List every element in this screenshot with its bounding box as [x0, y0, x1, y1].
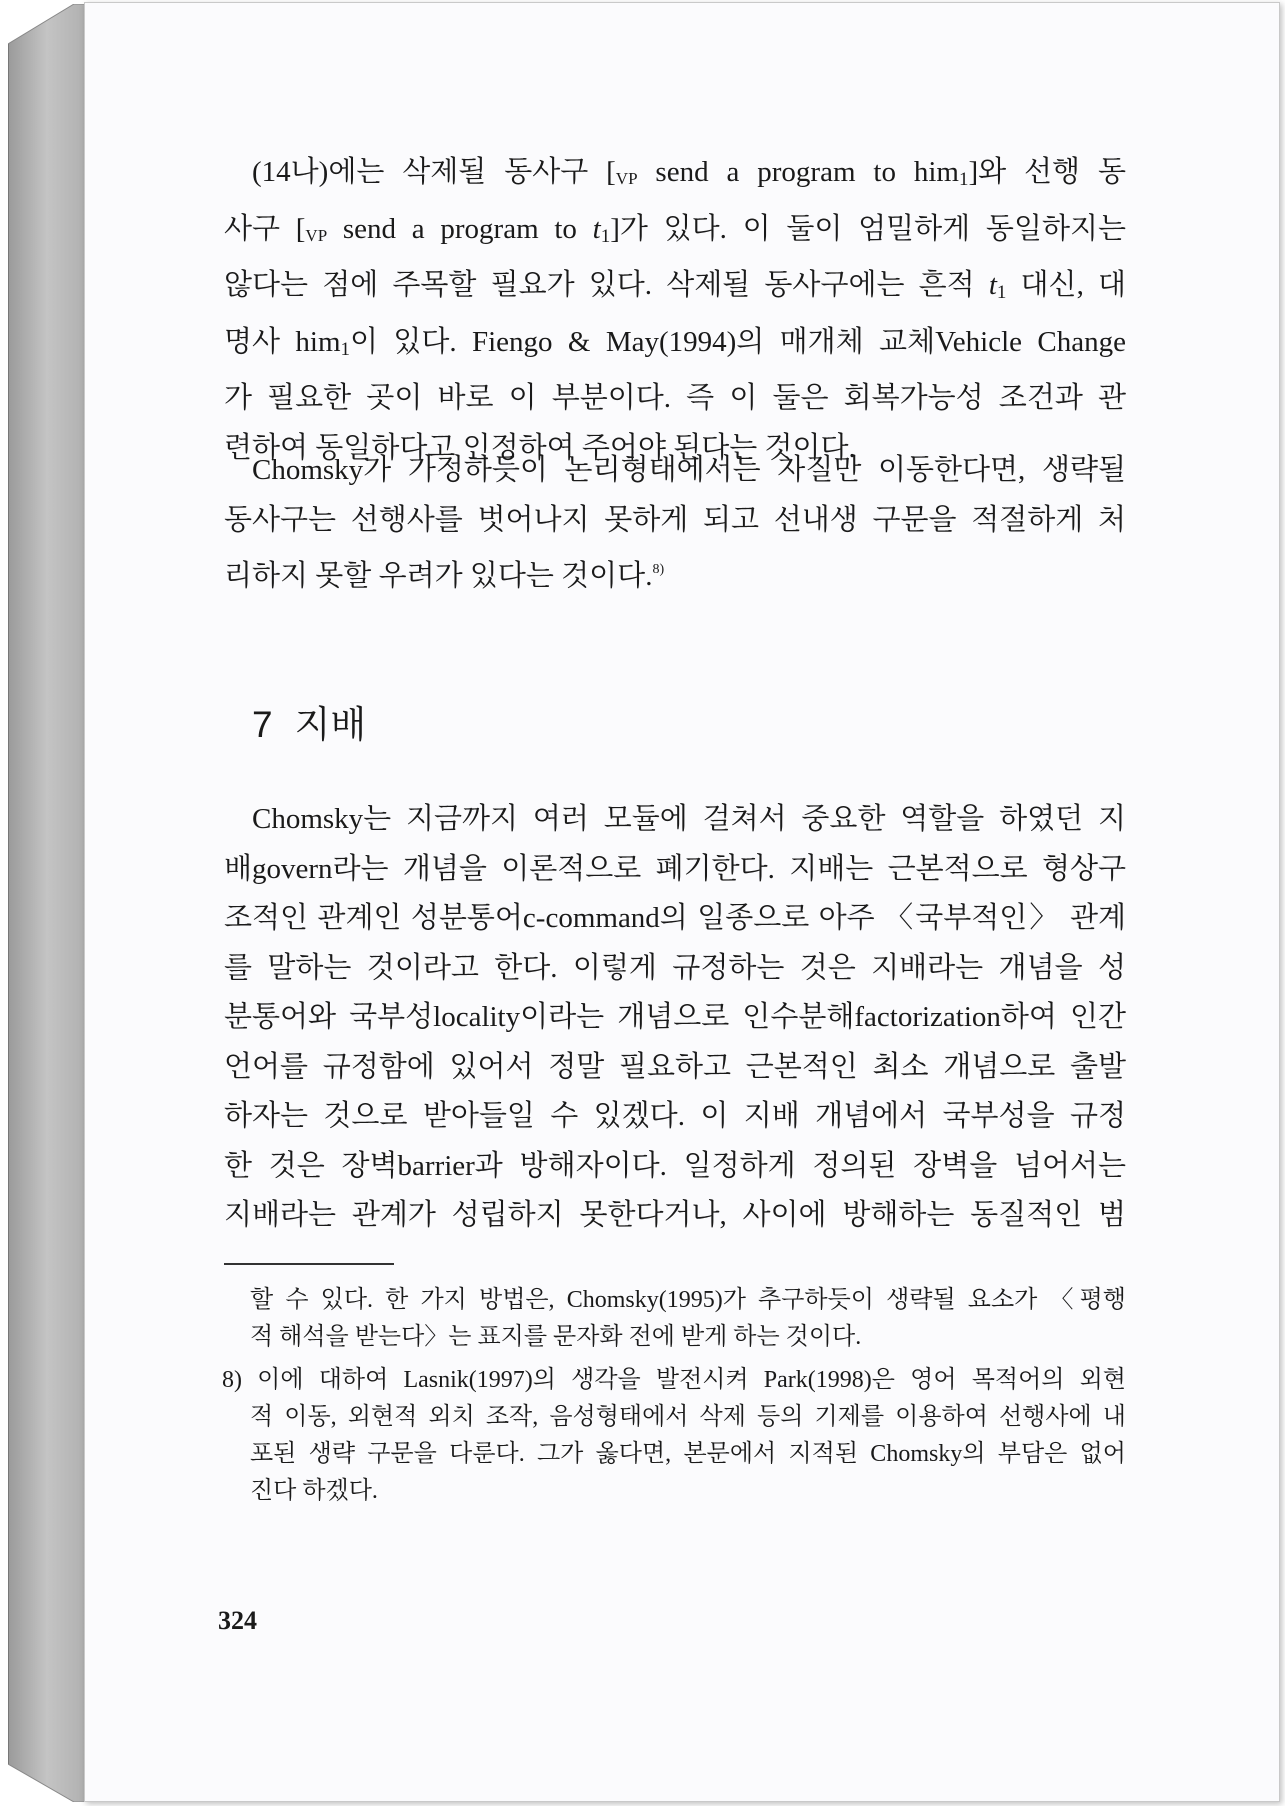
section-title: 지배 [294, 704, 367, 745]
paragraph-2-line-3: 리하지 못할 우려가 있다는 것이다.$^{8)}$ [224, 560, 665, 592]
footnote-continued-line-1: 할 수 있다. 한 가지 방법은, Chomsky(1995)가 추구하듯이 생략될 요소가 〈평행 [250, 1287, 1126, 1313]
paragraph-3-line-5: 분통어와 국부성locality이라는 개념으로 인수분해factorization하여 인간 [224, 1001, 1126, 1033]
page-number: 324 [218, 1606, 257, 1635]
book-spine [8, 4, 86, 1802]
paragraph-1-line-5: 가 필요한 곳이 바로 이 부분이다. 즉 이 둘은 회복가능성 조건과 관 [224, 382, 1126, 414]
paragraph-3-line-9: 지배라는 관계가 성립하지 못한다거나, 사이에 방해하는 동질적인 범 [224, 1199, 1126, 1231]
paragraph-3-line-6: 언어를 규정함에 있어서 정말 필요하고 근본적인 최소 개념으로 출발 [224, 1050, 1126, 1083]
footnotes [222, 1282, 1126, 1510]
paragraph-3-line-2: 배govern라는 개념을 이론적으로 폐기한다. 지배는 근본적으로 형상구 [224, 852, 1126, 885]
paragraph-3-line-4: 를 말하는 것이라고 한다. 이렇게 규정하는 것은 지배라는 개념을 성 [224, 951, 1126, 984]
paragraph-2 [224, 446, 1126, 602]
footnote-continued-line-2: 적 해석을 받는다〉는 표지를 문자화 전에 받게 하는 것이다. [250, 1324, 862, 1350]
footnote-divider [224, 1263, 394, 1265]
paragraph-3-line-1: Chomsky는 지금까지 여러 모듈에 걸쳐서 중요한 역할을 하였던 지 [252, 803, 1126, 835]
section-heading [252, 694, 366, 748]
paragraph-1-line-6: 련하여 동일하다고 인정하여 주어야 된다는 것이다. [224, 431, 856, 464]
paragraph-1 [224, 148, 1126, 473]
paragraph-3-line-8: 한 것은 장벽barrier과 방해자이다. 일정하게 정의된 장벽을 넘어서는 [224, 1149, 1126, 1182]
section-number: 7 [252, 704, 273, 745]
footnote-8-line-2: 적 이동, 외현적 외치 조작, 음성형태에서 삭제 등의 기제를 이용하여 선행사에 내 [250, 1404, 1126, 1430]
footnote-8-line-3: 포된 생략 구문을 다룬다. 그가 옳다면, 본문에서 지적된 Chomsky의 부담은 없어 [250, 1441, 1126, 1467]
paragraph-2-line-2: 동사구는 선행사를 벗어나지 못하게 되고 선내생 구문을 적절하게 처 [224, 503, 1126, 536]
paragraph-3-line-7: 하자는 것으로 받아들일 수 있겠다. 이 지배 개념에서 국부성을 규정 [224, 1100, 1126, 1132]
paragraph-3-line-3: 조적인 관계인 성분통어c-command의 일종으로 아주 〈국부적인〉 관계 [224, 902, 1126, 934]
footnote-8-line-4: 진다 하겠다. [250, 1478, 378, 1504]
footnote-ref-8: 8) [652, 562, 665, 577]
paragraph-1-line-4: 명사 him1이 있다. Fiengo & May(1994)의 매개체 교체Vehicle Change [224, 325, 1126, 360]
paragraph-1-line-1: (14나)에는 삭제될 동사구 [VP send a program to him1]와 선행 동 [252, 156, 1126, 190]
paragraph-3 [224, 795, 1126, 1241]
paragraph-2-line-1: Chomsky가 가정하듯이 논리형태에서는 자질만 이동한다면, 생략될 [252, 454, 1126, 486]
paragraph-1-line-2: 사구 [VP send a program to t1]가 있다. 이 둘이 엄밀하게 동일하지는 [224, 212, 1126, 247]
paragraph-1-line-3: 않다는 점에 주목할 필요가 있다. 삭제될 동사구에는 흔적 t1 대신, 대 [224, 269, 1126, 303]
footnote-8-line-1: 8) 이에 대하여 Lasnik(1997)의 생각을 발전시켜 Park(1998)은 영어 목적어의 외현 [222, 1367, 1126, 1393]
